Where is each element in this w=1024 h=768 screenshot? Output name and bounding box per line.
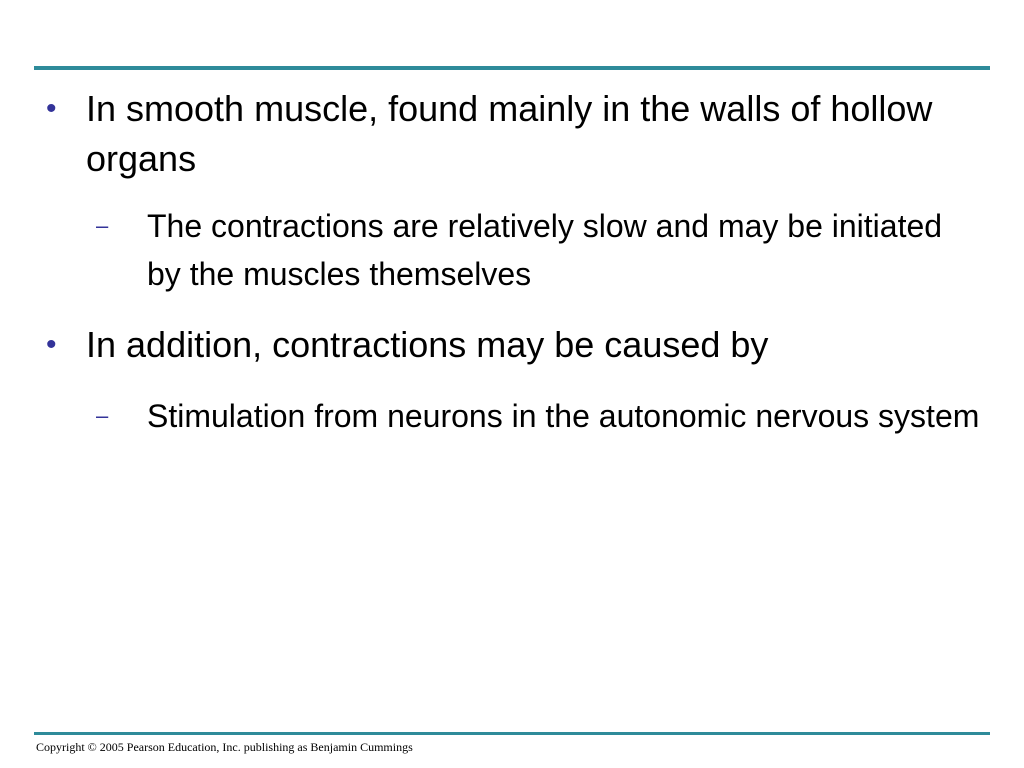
bottom-divider (34, 732, 990, 735)
bullet-item (40, 320, 980, 370)
bullet-text: In addition, contractions may be caused by (86, 324, 769, 365)
bullet-icon: • (46, 328, 57, 361)
sub-bullet-item (40, 202, 980, 298)
sub-bullet-item (40, 392, 980, 440)
sub-bullet-text: Stimulation from neurons in the autonomic nervous system (147, 398, 980, 434)
dash-icon: – (96, 403, 109, 428)
sub-bullet-text: The contractions are relatively slow and may be initiated by the muscles themselves (147, 208, 943, 292)
bullet-item (40, 84, 980, 184)
bullet-icon: • (46, 92, 57, 125)
bullet-text: In smooth muscle, found mainly in the walls of hollow organs (86, 88, 933, 179)
slide-body (40, 84, 980, 440)
dash-icon: – (96, 213, 109, 238)
copyright-footer: Copyright © 2005 Pearson Education, Inc. publishing as Benjamin Cummings (36, 740, 413, 754)
top-divider (34, 66, 990, 70)
